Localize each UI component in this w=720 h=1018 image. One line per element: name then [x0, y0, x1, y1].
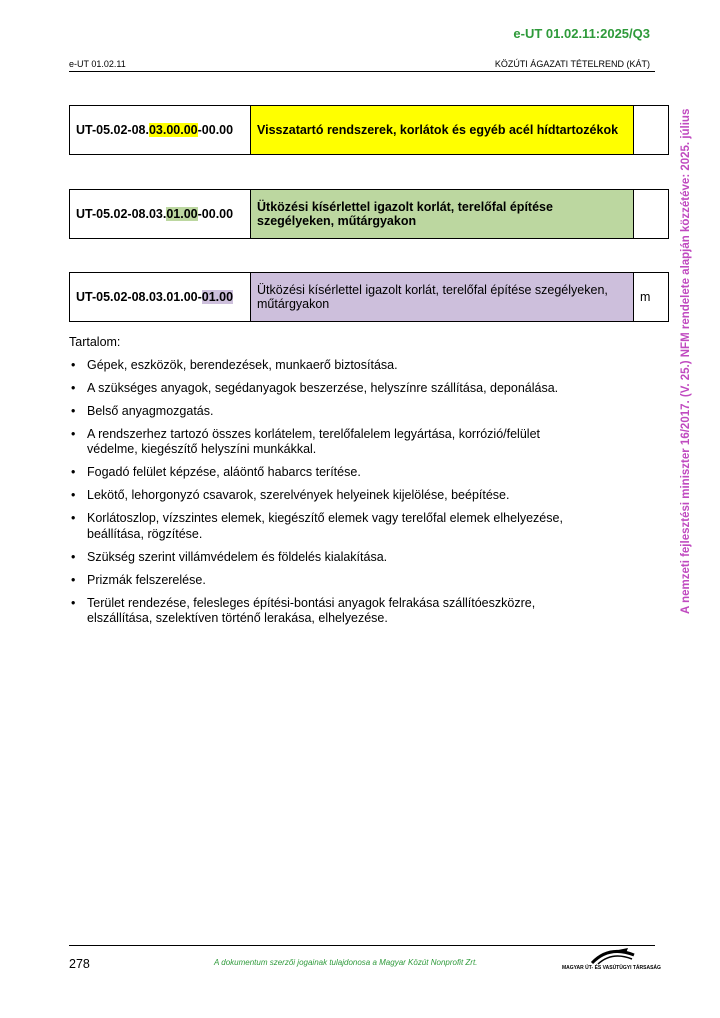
header-divider [69, 71, 655, 72]
content-heading: Tartalom: [69, 335, 121, 349]
copyright-note: A dokumentum szerzői jogainak tulajdonosa a Magyar Közút Nonprofit Zrt. [214, 958, 478, 967]
item-title: Visszatartó rendszerek, korlátok és egyéb acél hídtartozékok [251, 106, 634, 155]
list-item: • Belső anyagmozgatás. [69, 404, 589, 420]
content-list [69, 350, 589, 627]
footer-divider [69, 945, 655, 946]
code-highlight: 01.00 [166, 207, 198, 221]
header-right: KÖZÚTI ÁGAZATI TÉTELREND (KÁT) [494, 59, 650, 69]
code-prefix: UT-05.02-08. [76, 123, 149, 137]
code-prefix: UT-05.02-08.03.01.00- [76, 290, 202, 304]
list-item: • Prizmák felszerelése. [69, 573, 589, 589]
list-item: • Szükség szerint villámvédelem és földelés kialakítása. [69, 550, 589, 566]
list-item: • Korlátoszlop, vízszintes elemek, kiegészítő elemek vagy terelőfal elemek elhelyezése, beállítása, rögzítése. [69, 511, 589, 542]
code-suffix: -00.00 [197, 207, 234, 221]
item-unit [634, 190, 669, 239]
page-number: 278 [69, 957, 90, 971]
header-left: e-UT 01.02.11 [69, 59, 126, 69]
item-title: Ütközési kísérlettel igazolt korlát, terelőfal építése szegélyeken, műtárgyakon [251, 190, 634, 239]
company-logo [562, 947, 661, 971]
item-unit [634, 106, 669, 155]
item-table-3 [69, 272, 669, 322]
item-table-1 [69, 105, 669, 155]
item-unit: m [634, 273, 669, 322]
code-highlight: 03.00.00 [148, 123, 198, 137]
road-arc-logo-icon [562, 947, 657, 965]
item-code [70, 190, 251, 239]
item-title: Ütközési kísérlettel igazolt korlát, terelőfal építése szegélyeken, műtárgyakon [251, 273, 634, 322]
code-prefix: UT-05.02-08.03. [76, 207, 167, 221]
logo-text: MAGYAR ÚT- ÉS VASÚTÜGYI TÁRSASÁG [562, 965, 661, 971]
item-code [70, 273, 251, 322]
list-item: • Lekötő, lehorgonyzó csavarok, szerelvények helyeinek kijelölése, beépítése. [69, 488, 589, 504]
list-item: • Terület rendezése, felesleges építési-bontási anyagok felrakása szállítóeszközre, elszállítása, szelektíven történő lerakása, elhelyezése. [69, 596, 589, 627]
list-item: • A szükséges anyagok, segédanyagok beszerzése, helyszínre szállítása, deponálása. [69, 381, 589, 397]
list-item: • Fogadó felület képzése, aláöntő habarcs terítése. [69, 465, 589, 481]
list-item: • Gépek, eszközök, berendezések, munkaerő biztosítása. [69, 358, 589, 374]
item-code [70, 106, 251, 155]
side-publication-note: A nemzeti fejlesztési miniszter 16/2017. (V. 25.) NFM rendelete alapján közzétéve: 2025. július [680, 108, 692, 615]
code-highlight: 01.00 [201, 290, 234, 304]
list-item: • A rendszerhez tartozó összes korlátelem, terelőfalelem legyártása, korrózió/felület védelme, kiegészítő helyszíni munkákkal. [69, 427, 589, 458]
code-suffix: -00.00 [197, 123, 234, 137]
item-table-2 [69, 189, 669, 239]
document-code: e-UT 01.02.11:2025/Q3 [513, 26, 650, 41]
